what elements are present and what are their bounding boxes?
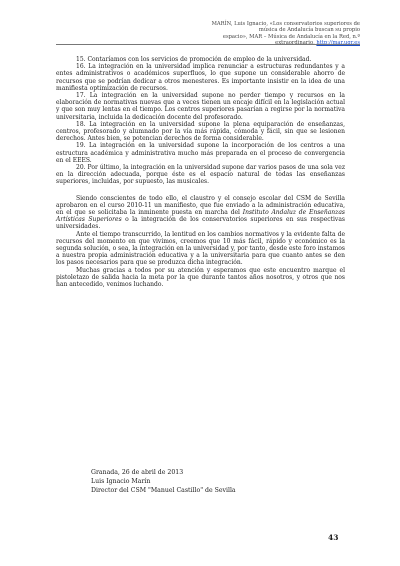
point-17: 17. La integración en la universidad supone no perder tiempo y recursos en la elaboración de normativas nuevas que a veces tienen un encaje difícil en la legislación actual y que son muy lentas en el tiempo. Los centros superiores pasarían a regirse por la normativa universitaria, incluida la dedicación docente del profesorado.: [56, 92, 345, 121]
closing-p1-text-b: o la integración de los conservatorios superiores en sus respectivas universidades.: [56, 216, 345, 231]
closing-paragraph-1: [56, 195, 345, 231]
closing-p1-text-a: Siendo conscientes de todo ello, el claustro y el consejo escolar del CSM de Sevilla aprobaron en el curso 2010-11 un manifiesto, que fue enviado a la administración educativa, en el que se solicitaba la inminente puesta en marcha del: [56, 194, 345, 217]
institute-name: Instituto Andaluz de Enseñanzas Artísticas Superiores: [56, 209, 345, 224]
signature-role: Director del CSM "Manuel Castillo" de Sevilla: [91, 487, 236, 494]
signature-name: Luis Ignacio Marín: [91, 478, 151, 485]
header-divider: [56, 44, 360, 45]
page-number: 43: [328, 533, 339, 542]
point-20: 20. Por último, la integración en la universidad supone dar varios pasos de una sola vez en la dirección adecuada, porque éste es el espacio natural de todas las enseñanzas superiores, incluidas, por supuesto, las musicales.: [56, 164, 345, 186]
point-15: 15. Contaríamos con los servicios de promoción de empleo de la universidad.: [76, 56, 312, 63]
point-18: 18. La integración en la universidad supone la plena equiparación de enseñanzas, centros, profesorado y alumnado por la vía más rápida, cómoda y fácil, sin que se lesionen derechos. Antes bien, se potencian derechos de forma considerable.: [56, 120, 345, 143]
header-citation: espacio», MAR – Música de Andalucía en la Red, n.º extraordinario,: [222, 33, 360, 46]
running-header: [200, 21, 360, 46]
point-19: 19. La integración en la universidad supone la incorporación de los centros a una estructura académica y administrativa mucho más preparada en el proceso de convergencia en el EEES.: [56, 142, 345, 164]
header-line-1: MARÍN, Luis Ignacio, «Los conservatorios superiores de música de Andalucía buscan su propio: [211, 21, 360, 34]
point-16: 16. La integración en la universidad implica renunciar a estructuras redundantes y a entes administrativos o académicos superfluos, lo que supone un considerable ahorro de recursos que se podrían dedicar a otros menesteres. Es importante insistir en la idea de una manifiesta optimización de recursos.: [56, 63, 345, 92]
signature-block: [91, 468, 236, 495]
header-link[interactable]: http://mar.ugr.es: [316, 39, 360, 46]
main-text: [56, 56, 345, 288]
signature-place-date: Granada, 26 de abril de 2013: [91, 469, 184, 476]
closing-paragraph-3: Muchas gracias a todos por su atención y esperamos que este encuentro marque el pistoletazo de salida hacia la meta por la que durante tantos años nosotros, y otros que nos han antecedido, venimos luchando.: [56, 266, 345, 289]
closing-paragraph-2: Ante el tiempo transcurrido, la lentitud en los cambios normativos y la evidente falta de recursos del momento en que vivimos, creemos que 10 más fácil, rápido y económico es la segunda solución, o sea, la integración en la universidad y, por tanto, desde este foro instamos a nuestra propia administración educativa y a la universitaria para que cuanto antes se den los pasos necesarios para que se produzca dicha integración.: [56, 230, 345, 267]
